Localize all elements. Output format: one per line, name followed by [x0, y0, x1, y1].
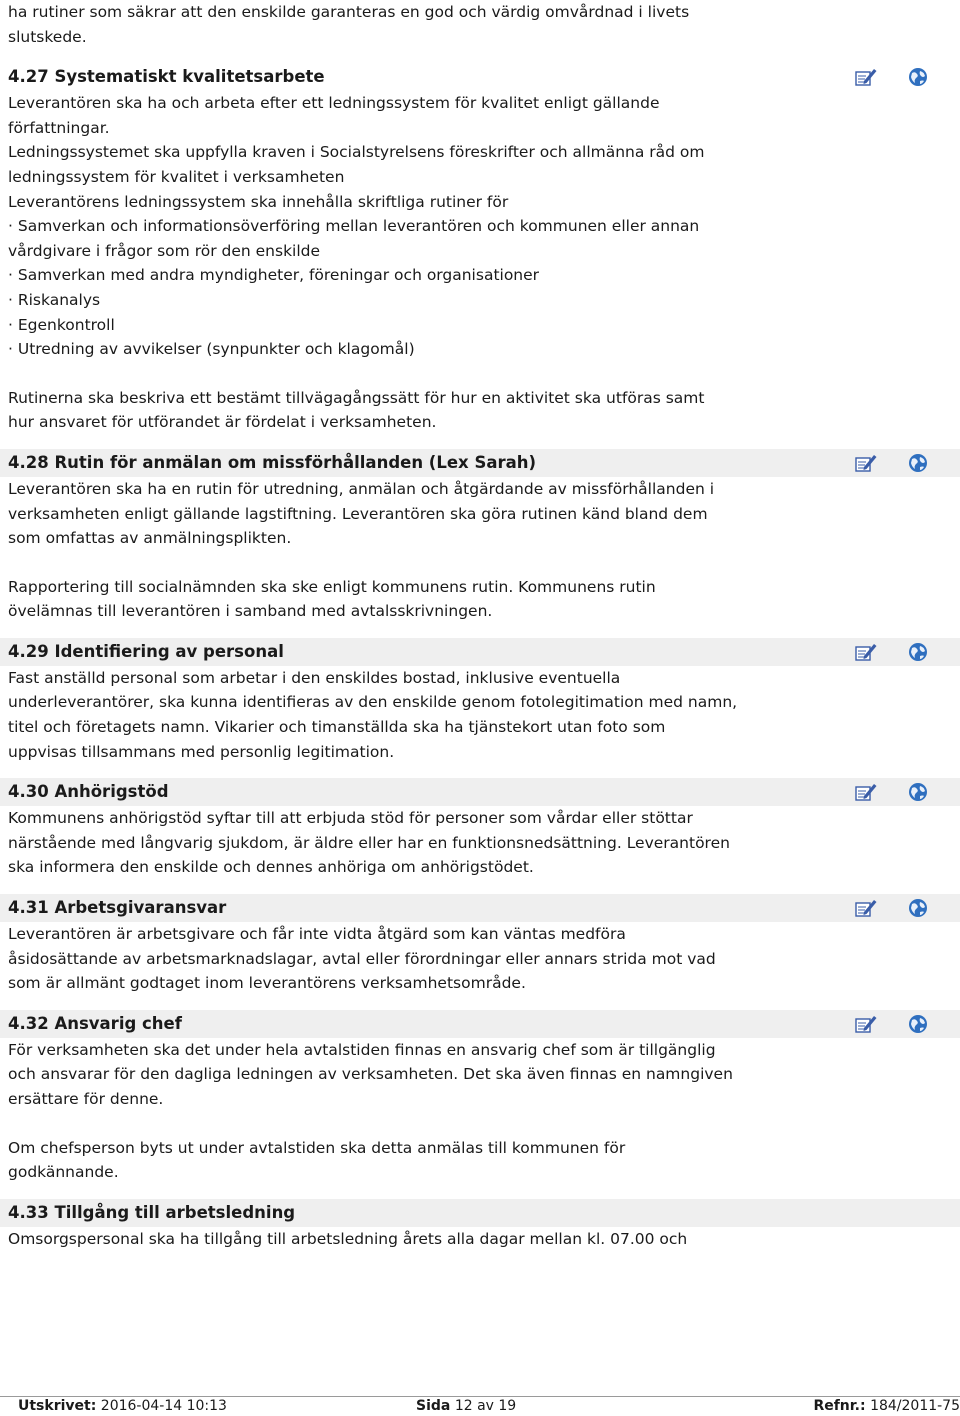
intro-line: slutskede.: [8, 27, 87, 46]
edit-icon[interactable]: [854, 781, 878, 803]
section-header: [0, 894, 960, 922]
section-paragraph: [0, 922, 960, 996]
text-line: hur ansvaret för utförandet är fördelat i verksamheten.: [8, 413, 437, 432]
section-paragraph: [0, 1136, 960, 1185]
section-header: [0, 449, 960, 477]
text-line: som omfattas av anmälningsplikten.: [8, 529, 292, 548]
edit-icon[interactable]: [854, 66, 878, 88]
section-paragraph: [0, 666, 960, 764]
footer-printed-value: 2016-04-14 10:13: [100, 1398, 227, 1414]
text-line: Fast anställd personal som arbetar i den enskildes bostad, inklusive eventuella: [8, 668, 621, 687]
text-line: åsidosättande av arbetsmarknadslagar, avtal eller förordningar eller annars strida mot vad: [8, 949, 716, 968]
section-actions: [854, 65, 930, 89]
text-line: Rutinerna ska beskriva ett bestämt tillvägagångssätt för hur en aktivitet ska utföras samt: [8, 388, 705, 407]
text-line: ska informera den enskilde och dennes anhöriga om anhörigstödet.: [8, 858, 534, 877]
section-header: [0, 778, 960, 806]
section-header: [0, 63, 960, 91]
section-actions: [854, 451, 930, 475]
text-line: Ledningssystemet ska uppfylla kraven i Socialstyrelsens föreskrifter och allmänna råd om: [8, 143, 705, 162]
text-line: godkännande.: [8, 1163, 119, 1182]
text-line: titel och företagets namn. Vikarier och timanställda ska ha tjänstekort utan foto som: [8, 718, 666, 737]
sections-container: [0, 63, 960, 1251]
text-line: Rapportering till socialnämnden ska ske enligt kommunens rutin. Kommunens rutin: [8, 577, 656, 596]
page-footer: [0, 1396, 960, 1416]
text-line: Leverantören ska ha och arbeta efter ett ledningssystem för kvalitet enligt gällande: [8, 94, 660, 113]
section: [0, 638, 960, 764]
text-line: · Riskanalys: [8, 290, 101, 309]
text-line: · Samverkan med andra myndigheter, föreningar och organisationer: [8, 266, 540, 285]
text-line: · Egenkontroll: [8, 315, 115, 334]
section-paragraph: [0, 575, 960, 624]
globe-icon[interactable]: [906, 781, 930, 803]
paragraph-gap: [0, 551, 960, 575]
text-line: Leverantören ska ha en rutin för utredning, anmälan och åtgärdande av missförhållanden i: [8, 479, 715, 498]
footer-ref-value: 184/2011-75: [870, 1398, 960, 1414]
section-paragraph: [0, 477, 960, 551]
section-actions: [854, 1012, 930, 1036]
text-line: närstående med långvarig sjukdom, är äldre eller har en funktionsnedsättning. Leverantören: [8, 833, 730, 852]
text-line: Leverantören är arbetsgivare och får inte vidta åtgärd som kan väntas medföra: [8, 925, 626, 944]
text-line: och ansvarar för den dagliga ledningen av verksamheten. Det ska även finnas en namngiven: [8, 1065, 733, 1084]
section-header: [0, 1010, 960, 1038]
globe-icon[interactable]: [906, 1013, 930, 1035]
section-title: 4.27 Systematiskt kvalitetsarbete: [8, 67, 325, 87]
intro-line: ha rutiner som säkrar att den enskilde garanteras en god och värdig omvårdnad i livets: [8, 3, 690, 21]
section-title: 4.33 Tillgång till arbetsledning: [8, 1202, 296, 1222]
footer-page: [416, 1397, 516, 1416]
footer-printed-label: Utskrivet:: [18, 1398, 97, 1414]
intro-paragraph: [0, 0, 960, 49]
text-line: ledningssystem för kvalitet i verksamheten: [8, 167, 345, 186]
text-line: som är allmänt godtaget inom leverantörens verksamhetsområde.: [8, 974, 526, 993]
section-actions: [854, 896, 930, 920]
text-line: Leverantörens ledningssystem ska innehålla skriftliga rutiner för: [8, 192, 509, 211]
section-header: [0, 1199, 960, 1227]
globe-icon[interactable]: [906, 897, 930, 919]
footer-page-value: 12 av 19: [454, 1398, 517, 1414]
footer-ref-label: Refnr.:: [813, 1398, 866, 1414]
section-paragraph: [0, 1038, 960, 1112]
text-line: · Samverkan och informationsöverföring mellan leverantören och kommunen eller annan: [8, 217, 700, 236]
section: [0, 449, 960, 624]
edit-icon[interactable]: [854, 641, 878, 663]
text-line: Om chefsperson byts ut under avtalstiden ska detta anmälas till kommunen för: [8, 1138, 626, 1157]
text-line: övelämnas till leverantören i samband med avtalsskrivningen.: [8, 602, 493, 621]
section-title: 4.30 Anhörigstöd: [8, 782, 169, 802]
text-line: vårdgivare i frågor som rör den enskilde: [8, 241, 321, 260]
paragraph-gap: [0, 362, 960, 386]
footer-ref: [813, 1397, 960, 1416]
text-line: underleverantörer, ska kunna identifieras av den enskilde genom fotolegitimation med namn,: [8, 693, 738, 712]
section-actions: [854, 640, 930, 664]
text-line: För verksamheten ska det under hela avtalstiden finnas en ansvarig chef som är tillgänglig: [8, 1040, 716, 1059]
section-paragraph: [0, 1227, 960, 1252]
text-line: uppvisas tillsammans med personlig legitimation.: [8, 742, 395, 761]
edit-icon[interactable]: [854, 1013, 878, 1035]
section-title: 4.32 Ansvarig chef: [8, 1013, 182, 1033]
section-title: 4.28 Rutin för anmälan om missförhållanden (Lex Sarah): [8, 452, 537, 472]
section-actions: [854, 780, 930, 804]
section-paragraph: [0, 91, 960, 362]
text-line: Omsorgspersonal ska ha tillgång till arbetsledning årets alla dagar mellan kl. 07.00 och: [8, 1229, 688, 1248]
footer-page-label: Sida: [416, 1398, 451, 1414]
globe-icon[interactable]: [906, 66, 930, 88]
section-title: 4.29 Identifiering av personal: [8, 641, 284, 661]
text-line: · Utredning av avvikelser (synpunkter och klagomål): [8, 340, 415, 359]
text-line: verksamheten enligt gällande lagstiftning. Leverantören ska göra rutinen känd bland dem: [8, 504, 708, 523]
section-title: 4.31 Arbetsgivaransvar: [8, 898, 227, 918]
section: [0, 1199, 960, 1252]
section-paragraph: [0, 386, 960, 435]
globe-icon[interactable]: [906, 641, 930, 663]
text-line: Kommunens anhörigstöd syftar till att erbjuda stöd för personer som vårdar eller stöttar: [8, 809, 693, 828]
edit-icon[interactable]: [854, 897, 878, 919]
globe-icon[interactable]: [906, 452, 930, 474]
section: [0, 1010, 960, 1185]
text-line: författningar.: [8, 118, 110, 137]
section-header: [0, 638, 960, 666]
edit-icon[interactable]: [854, 452, 878, 474]
section-paragraph: [0, 806, 960, 880]
section: [0, 778, 960, 880]
paragraph-gap: [0, 1112, 960, 1136]
section: [0, 63, 960, 435]
footer-printed: [18, 1397, 227, 1416]
section: [0, 894, 960, 996]
text-line: ersättare för denne.: [8, 1090, 164, 1108]
